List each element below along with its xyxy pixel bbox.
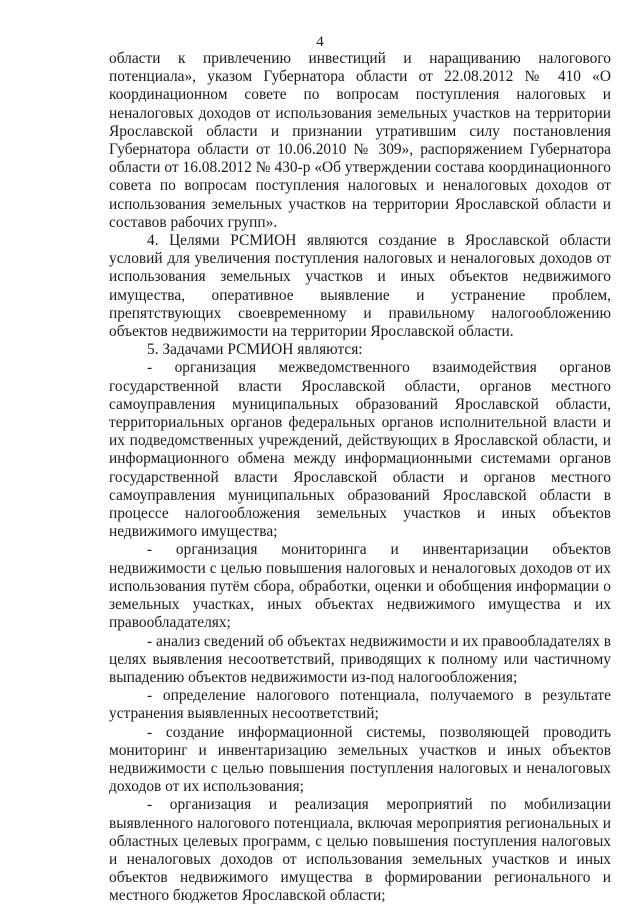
task-item-interaction: - организация межведомственного взаимодействия органов государственной власти Ярославской области, органов местного самоуправления муниципальных образований Ярославской области, территориальных органов федеральных органов исполнительной власти и их подведомственных учреждений, действующих в Ярославской области, и информационного обмена между информационными системами органов государственной власти Ярославской области и органов местного самоуправления муниципальных образований Ярославской области в процессе налогообложения земельных участков и иных объектов недвижимого имущества; [109, 359, 611, 541]
task-item-analysis: - анализ сведений об объектах недвижимости и их правообладателях в целях выявления несоответствий, приводящих к полному или частичному выпадению объектов недвижимости из-под налогообложения; [109, 632, 611, 686]
task-item-tax-potential: - определение налогового потенциала, получаемого в результате устранения выявленных несоответствий; [109, 687, 611, 723]
paragraph-continuation: области к привлечению инвестиций и наращиванию налогового потенциала», указом Губернатора области от 22.08.2012 № 410 «О координационном совете по вопросам поступления налоговых и неналоговых доходов от использования земельных участков на территории Ярославской области и признании утратившим силу постановления Губернатора области от 10.06.2010 № 309», распоряжением Губернатора области от 16.08.2012 № 430-р «Об утверждении состава координационного совета по вопросам поступления налоговых и неналоговых доходов от использования земельных участков на территории Ярославской области и составов рабочих групп». [109, 50, 611, 231]
paragraph-goals: 4. Целями РСМИОН являются создание в Ярославской области условий для увеличения поступления налоговых и неналоговых доходов от использования земельных участков и иных объектов недвижимого имущества, оперативное выявление и устранение проблем, препятствующих своевременному и правильному налогообложению объектов недвижимости на территории Ярославской области. [109, 232, 611, 341]
task-item-information-system: - создание информационной системы, позволяющей проводить мониторинг и инвентаризацию земельных участков и иных объектов недвижимости с целью повышения поступления налоговых и неналоговых доходов от их использования; [109, 723, 611, 796]
document-body [109, 50, 611, 906]
task-item-monitoring: - организация мониторинга и инвентаризации объектов недвижимости с целью повышения налоговых и неналоговых доходов от их использования путём сбора, обработки, оценки и обобщения информации о земельных участках, иных объектах недвижимого имущества и их правообладателях; [109, 541, 611, 632]
task-item-mobilization: - организация и реализация мероприятий по мобилизации выявленного налогового потенциала, включая мероприятия региональных и областных целевых программ, с целью повышения поступления налоговых и неналоговых доходов от использования земельных участков и иных объектов недвижимого имущества в формировании регионального и местного бюджетов Ярославской области; [109, 796, 611, 905]
page-number: 4 [316, 34, 324, 50]
paragraph-tasks-heading: 5. Задачами РСМИОН являются: [147, 341, 363, 359]
